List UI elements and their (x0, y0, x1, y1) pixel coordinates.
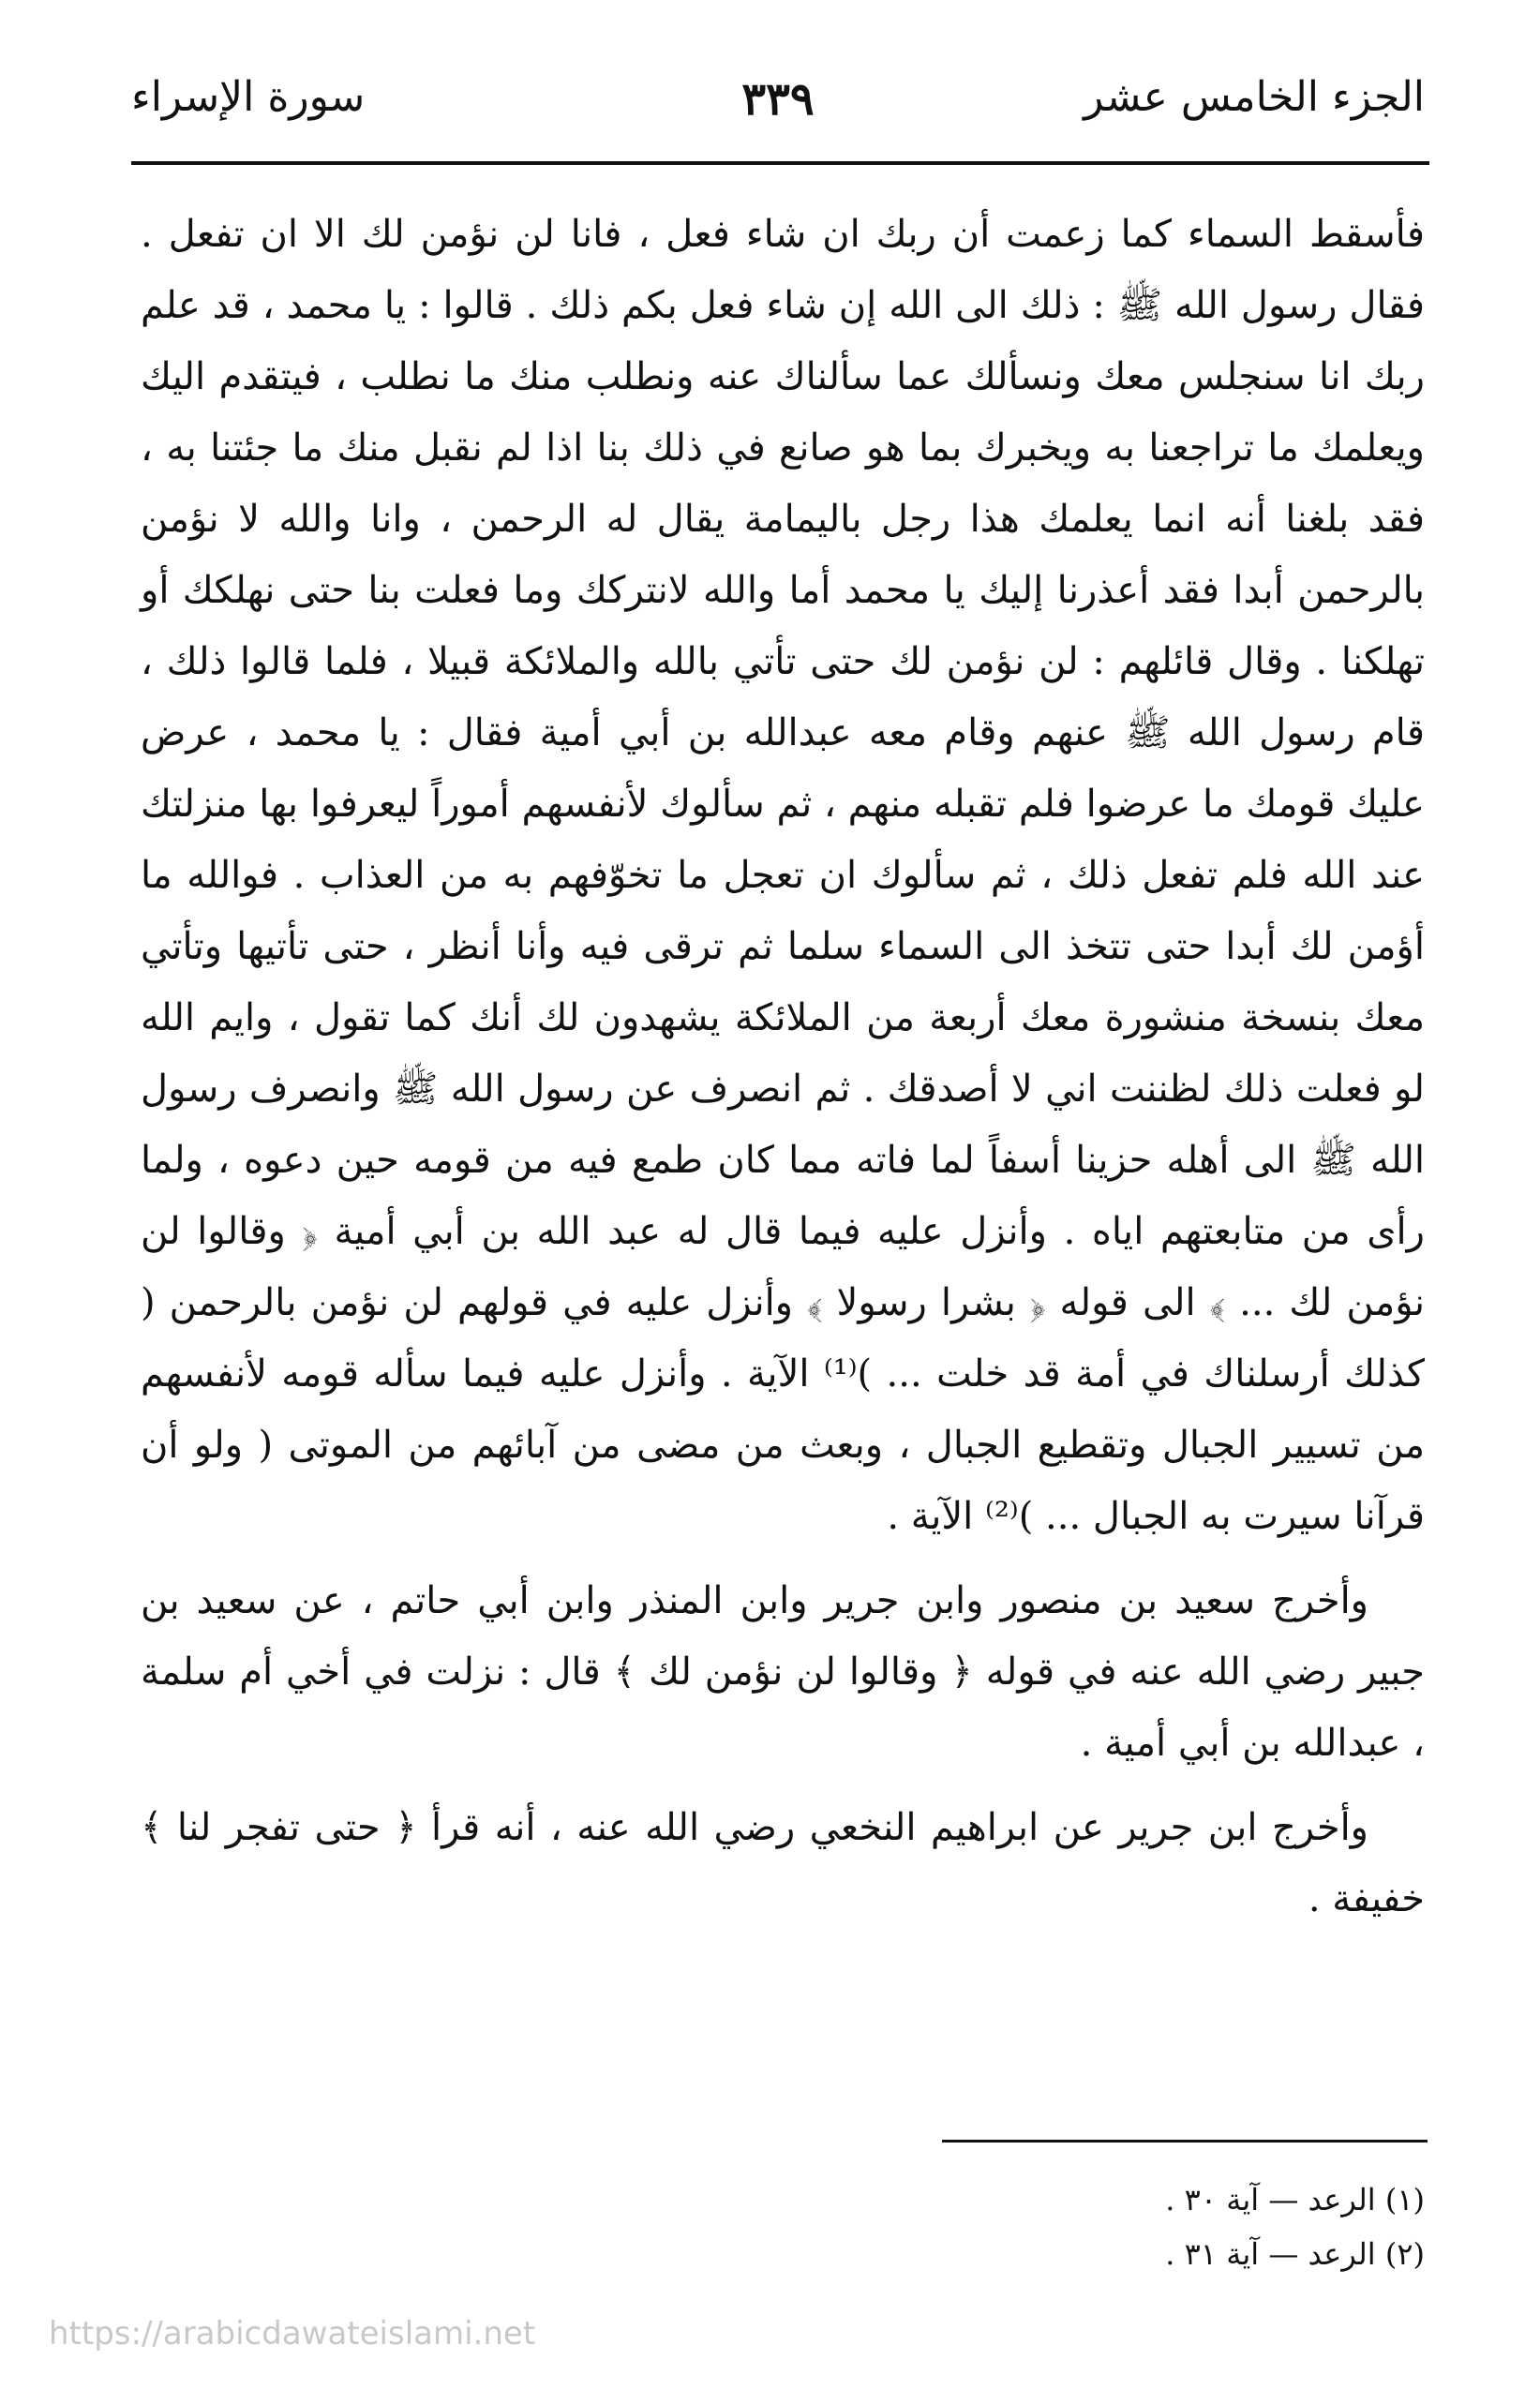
footnote: (٢) الرعد — آية ٣١ . (1165, 2236, 1425, 2272)
header-divider (131, 161, 1429, 165)
footnotes (581, 2172, 1425, 2281)
footnote: (١) الرعد — آية ٣٠ . (1165, 2182, 1425, 2217)
page-number: ٣٣٩ (741, 73, 815, 126)
paragraph: فأسقط السماء كما زعمت أن ربك ان شاء فعل ، فانا لن نؤمن لك الا ان تفعل . فقال رسول الله ﷺ : ذلك الى الله إن شاء فعل بكم ذلك . قالوا : يا محمد ، قد علم ربك انا سنجلس معك ونسألك عما سألناك عنه ونطلب منك ما نطلب ، فيتقدم اليك ويعلمك ما تراجعنا به ويخبرك بما هو صانع في ذلك بنا اذا لم نقبل منك ما جئتنا به ، فقد بلغنا أنه انما يعلمك هذا رجل باليمامة يقال له الرحمن ، وانا والله لا نؤمن بالرحمن أبدا فقد أعذرنا إليك يا محمد أما والله لانتركك وما فعلت بنا حتى نهلكك أو تهلكنا . وقال قائلهم : لن نؤمن لك حتى تأتي بالله والملائكة قبيلا ، فلما قالوا ذلك ، قام رسول الله ﷺ عنهم وقام معه عبدالله بن أبي أمية فقال : يا محمد ، عرض عليك قومك ما عرضوا فلم تقبله منهم ، ثم سألوك لأنفسهم أموراً ليعرفوا بها منزلتك عند الله فلم تفعل ذلك ، ثم سألوك ان تعجل ما تخوّفهم به من العذاب . فوالله ما أؤمن لك أبدا حتى تتخذ الى السماء سلما ثم ترقى فيه وأنا أنظر ، حتى تأتيها وتأتي معك بنسخة منشورة معك أربعة من الملائكة يشهدون لك أنك كما تقول ، وايم الله لو فعلت ذلك لظننت اني لا أصدقك . ثم انصرف عن رسول الله ﷺ وانصرف رسول الله ﷺ الى أهله حزينا أسفاً لما فاته مما كان طمع فيه من قومه حين دعوه ، ولما رأى من متابعتهم اياه . وأنزل عليه فيما قال له عبد الله بن أبي أمية ﴿ وقالوا لن نؤمن لك ... ﴾ الى قوله ﴿ بشرا رسولا ﴾ وأنزل عليه في قولهم لن نؤمن بالرحمن ( كذلك أرسلناك في أمة قد خلت ... )⁽¹⁾ الآية . وأنزل عليه فيما سأله قومه لأنفسهم من تسيير الجبال وتقطيع الجبال ، وبعث من مضى من آبائهم من الموتى ( ولو أن قرآنا سيرت به الجبال ... )⁽²⁾ الآية . (141, 213, 1426, 1538)
watermark-url: https://arabicdawateislami.net (49, 2315, 536, 2352)
surah-title: سورة الإسراء (131, 73, 366, 121)
juz-title: الجزء الخامس عشر (1084, 73, 1425, 121)
main-text (141, 199, 1425, 1934)
paragraph: وأخرج ابن جرير عن ابراهيم النخعي رضي الله عنه ، أنه قرأ ﴿ حتى تفجر لنا ﴾ خفيفة . (141, 1806, 1425, 1920)
paragraph: وأخرج سعيد بن منصور وابن جرير وابن المنذر وابن أبي حاتم ، عن سعيد بن جبير رضي الله عنه في قوله ﴿ وقالوا لن نؤمن لك ﴾ قال : نزلت في أخي أم سلمة ، عبدالله بن أبي أمية . (141, 1579, 1425, 1765)
page-header (131, 73, 1425, 157)
footnote-divider (942, 2140, 1428, 2143)
